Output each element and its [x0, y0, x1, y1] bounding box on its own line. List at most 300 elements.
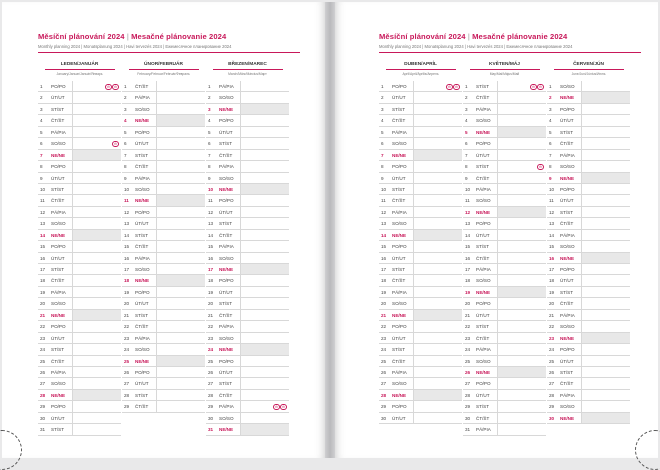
day-number: 28 — [381, 392, 387, 398]
weekday-label: NE/NE — [392, 152, 407, 158]
day-number: 23 — [465, 335, 471, 341]
day-row[interactable] — [463, 275, 546, 286]
weekday-label: ÚT/UT — [560, 118, 574, 124]
day-row[interactable] — [463, 333, 546, 344]
day-row[interactable] — [122, 356, 205, 367]
day-row[interactable] — [38, 184, 121, 195]
day-row[interactable] — [206, 356, 289, 367]
weekday-label: ČT/ŠT — [135, 164, 149, 170]
day-row[interactable] — [379, 401, 462, 412]
month-underline — [45, 69, 115, 70]
day-row[interactable] — [206, 287, 289, 298]
day-number: 12 — [381, 209, 387, 215]
day-row[interactable] — [206, 367, 289, 378]
day-row[interactable] — [38, 253, 121, 264]
day-row[interactable] — [206, 173, 289, 184]
day-row[interactable] — [379, 195, 462, 206]
day-row[interactable] — [547, 81, 630, 92]
day-row[interactable] — [122, 184, 205, 195]
day-row[interactable] — [379, 184, 462, 195]
day-number: 3 — [381, 106, 384, 112]
day-row[interactable] — [122, 161, 205, 172]
day-row[interactable] — [463, 424, 546, 435]
day-row[interactable] — [379, 230, 462, 241]
day-row[interactable] — [122, 195, 205, 206]
weekday-label: ST/ST — [219, 141, 233, 147]
weekday-label: ST/ST — [51, 186, 65, 192]
day-row[interactable] — [206, 413, 289, 424]
day-row[interactable] — [206, 92, 289, 103]
day-row[interactable] — [38, 390, 121, 401]
weekday-label: ÚT/UT — [560, 198, 574, 204]
day-number: 20 — [40, 301, 46, 307]
day-row[interactable] — [547, 115, 630, 126]
day-number: 28 — [208, 392, 214, 398]
day-row[interactable] — [379, 138, 462, 149]
day-row[interactable] — [547, 401, 630, 412]
day-row[interactable] — [122, 81, 205, 92]
day-row[interactable] — [122, 264, 205, 275]
day-number: 22 — [549, 324, 555, 330]
column-divider — [413, 150, 414, 161]
title-separator: | — [465, 32, 473, 41]
day-row[interactable] — [463, 413, 546, 424]
day-row[interactable] — [38, 378, 121, 389]
day-row[interactable] — [206, 344, 289, 355]
day-row[interactable] — [122, 287, 205, 298]
day-row[interactable] — [122, 138, 205, 149]
column-divider — [581, 138, 582, 149]
day-row[interactable] — [547, 253, 630, 264]
column-divider — [581, 104, 582, 115]
day-row[interactable] — [206, 321, 289, 332]
day-row[interactable] — [122, 104, 205, 115]
day-number: 25 — [465, 358, 471, 364]
day-number: 26 — [124, 369, 130, 375]
day-row[interactable] — [379, 356, 462, 367]
weekday-label: NE/NE — [135, 358, 150, 364]
day-row[interactable] — [547, 207, 630, 218]
day-number: 18 — [40, 278, 46, 284]
day-row[interactable] — [122, 390, 205, 401]
day-row[interactable] — [206, 241, 289, 252]
weekday-label: ČT/ŠT — [219, 232, 233, 238]
day-row[interactable] — [463, 104, 546, 115]
day-row[interactable] — [463, 184, 546, 195]
day-row[interactable] — [379, 92, 462, 103]
day-row[interactable] — [379, 161, 462, 172]
day-row[interactable] — [206, 390, 289, 401]
weekday-label: PO/PO — [51, 164, 66, 170]
left-page — [2, 2, 325, 458]
weekday-label: NE/NE — [560, 95, 575, 101]
day-row[interactable] — [38, 161, 121, 172]
day-row[interactable] — [547, 378, 630, 389]
weekday-label: PÁ/PIA — [476, 427, 491, 433]
day-row[interactable] — [379, 253, 462, 264]
day-row[interactable] — [206, 184, 289, 195]
month-header — [38, 59, 121, 81]
day-row[interactable] — [463, 378, 546, 389]
day-number: 14 — [465, 232, 471, 238]
day-row[interactable] — [463, 207, 546, 218]
day-number: 16 — [381, 255, 387, 261]
day-row[interactable] — [463, 241, 546, 252]
day-row[interactable] — [463, 115, 546, 126]
weekday-label: ST/ST — [476, 244, 490, 250]
day-row[interactable] — [379, 150, 462, 161]
day-row[interactable] — [379, 173, 462, 184]
day-row[interactable] — [463, 218, 546, 229]
day-row[interactable] — [122, 367, 205, 378]
column-divider — [413, 230, 414, 241]
day-row[interactable] — [206, 115, 289, 126]
day-row[interactable] — [379, 207, 462, 218]
day-row[interactable] — [547, 173, 630, 184]
day-row[interactable] — [38, 173, 121, 184]
column-divider — [156, 104, 157, 115]
column-divider — [581, 413, 582, 424]
day-row[interactable] — [206, 150, 289, 161]
right-page-header — [379, 32, 649, 49]
day-row[interactable] — [206, 275, 289, 286]
day-number: 14 — [40, 232, 46, 238]
day-row[interactable] — [463, 356, 546, 367]
day-row[interactable] — [547, 298, 630, 309]
day-row[interactable] — [122, 333, 205, 344]
column-divider — [581, 150, 582, 161]
day-row[interactable] — [122, 253, 205, 264]
day-row[interactable] — [122, 173, 205, 184]
column-divider — [497, 264, 498, 275]
day-number: 16 — [124, 255, 130, 261]
column-divider — [72, 264, 73, 275]
day-row[interactable] — [547, 184, 630, 195]
day-row[interactable] — [38, 310, 121, 321]
day-row[interactable] — [206, 207, 289, 218]
day-row[interactable] — [463, 321, 546, 332]
day-row[interactable] — [122, 150, 205, 161]
month-header — [547, 59, 630, 81]
day-row[interactable] — [379, 333, 462, 344]
day-row[interactable] — [379, 344, 462, 355]
day-row[interactable] — [547, 150, 630, 161]
column-divider — [497, 356, 498, 367]
column-divider — [72, 138, 73, 149]
day-row[interactable] — [38, 413, 121, 424]
day-number: 8 — [40, 164, 43, 170]
day-row[interactable] — [122, 321, 205, 332]
day-row[interactable] — [379, 218, 462, 229]
day-row[interactable] — [206, 378, 289, 389]
day-row[interactable] — [379, 378, 462, 389]
column-divider — [413, 138, 414, 149]
column-divider — [581, 367, 582, 378]
day-row[interactable] — [547, 104, 630, 115]
column-divider — [413, 207, 414, 218]
day-row[interactable] — [38, 207, 121, 218]
day-row[interactable] — [547, 333, 630, 344]
day-row[interactable] — [379, 115, 462, 126]
weekday-label: ÚT/UT — [135, 141, 149, 147]
day-row[interactable] — [463, 401, 546, 412]
weekday-label: ÚT/UT — [135, 301, 149, 307]
month-translations: March/März/Március/Март — [228, 71, 267, 76]
day-row[interactable] — [547, 310, 630, 321]
weekday-label: NE/NE — [219, 427, 234, 433]
day-row[interactable] — [379, 127, 462, 138]
day-row[interactable] — [206, 81, 289, 92]
day-row[interactable] — [206, 310, 289, 321]
day-row[interactable] — [122, 241, 205, 252]
day-row[interactable] — [463, 173, 546, 184]
day-number: 6 — [40, 141, 43, 147]
day-row[interactable] — [38, 264, 121, 275]
day-row[interactable] — [463, 298, 546, 309]
column-divider — [156, 253, 157, 264]
day-row[interactable] — [463, 230, 546, 241]
column-divider — [240, 378, 241, 389]
weekday-label: SO/SO — [476, 118, 491, 124]
column-divider — [581, 275, 582, 286]
weekday-label: PÁ/PIA — [135, 175, 150, 181]
day-list — [379, 81, 462, 424]
day-number: 6 — [381, 141, 384, 147]
day-row[interactable] — [122, 275, 205, 286]
day-row[interactable] — [463, 390, 546, 401]
weekday-label: SO/SO — [560, 244, 575, 250]
day-row[interactable] — [206, 138, 289, 149]
weekday-label: PÁ/PIA — [476, 106, 491, 112]
day-row[interactable] — [379, 275, 462, 286]
weekday-label: PO/PO — [51, 244, 66, 250]
column-divider — [581, 195, 582, 206]
day-row[interactable] — [547, 367, 630, 378]
weekday-label: PO/PO — [135, 209, 150, 215]
day-row[interactable] — [547, 413, 630, 424]
day-number: 9 — [465, 175, 468, 181]
weekday-label: ÚT/UT — [219, 289, 233, 295]
day-row[interactable] — [379, 367, 462, 378]
day-number: 15 — [124, 244, 130, 250]
day-row[interactable] — [206, 298, 289, 309]
weekday-label: ST/ST — [560, 369, 574, 375]
day-row[interactable] — [38, 275, 121, 286]
column-divider — [497, 424, 498, 435]
weekday-label: ÚT/UT — [476, 392, 490, 398]
day-row[interactable] — [547, 230, 630, 241]
day-number: 19 — [465, 289, 471, 295]
day-row[interactable] — [463, 161, 546, 172]
day-row[interactable] — [38, 218, 121, 229]
day-row[interactable] — [122, 378, 205, 389]
day-row[interactable] — [122, 401, 205, 412]
column-divider — [497, 378, 498, 389]
day-row[interactable] — [122, 230, 205, 241]
day-row[interactable] — [38, 321, 121, 332]
weekday-label: ST/ST — [51, 106, 65, 112]
day-row[interactable] — [463, 310, 546, 321]
day-row[interactable] — [379, 390, 462, 401]
day-row[interactable] — [379, 241, 462, 252]
column-divider — [72, 195, 73, 206]
day-row[interactable] — [122, 127, 205, 138]
day-row[interactable] — [38, 195, 121, 206]
day-row[interactable] — [547, 218, 630, 229]
day-row[interactable] — [547, 92, 630, 103]
day-row[interactable] — [38, 401, 121, 412]
day-number: 5 — [208, 129, 211, 135]
day-row[interactable] — [122, 207, 205, 218]
day-number: 17 — [124, 267, 130, 272]
day-row[interactable] — [38, 367, 121, 378]
day-row[interactable] — [38, 333, 121, 344]
weekday-label: NE/NE — [219, 347, 234, 353]
column-divider — [413, 195, 414, 206]
column-divider — [413, 344, 414, 355]
day-number: 24 — [40, 347, 46, 353]
day-row[interactable] — [38, 230, 121, 241]
day-row[interactable] — [38, 287, 121, 298]
column-divider — [156, 138, 157, 149]
day-row[interactable] — [463, 150, 546, 161]
column-divider — [581, 253, 582, 264]
day-row[interactable] — [206, 333, 289, 344]
day-row[interactable] — [463, 195, 546, 206]
column-divider — [581, 378, 582, 389]
day-row[interactable] — [547, 275, 630, 286]
day-row[interactable] — [38, 344, 121, 355]
day-row[interactable] — [206, 230, 289, 241]
day-row[interactable] — [547, 287, 630, 298]
day-row[interactable] — [379, 264, 462, 275]
day-row[interactable] — [206, 401, 289, 412]
day-row[interactable] — [206, 253, 289, 264]
day-row[interactable] — [547, 127, 630, 138]
day-row[interactable] — [122, 115, 205, 126]
day-row[interactable] — [38, 115, 121, 126]
day-row[interactable] — [206, 424, 289, 435]
column-divider — [413, 310, 414, 321]
column-divider — [413, 241, 414, 252]
weekday-label: SO/SO — [560, 164, 575, 170]
day-row[interactable] — [379, 81, 462, 92]
day-row[interactable] — [463, 138, 546, 149]
day-row[interactable] — [38, 138, 121, 149]
day-row[interactable] — [463, 367, 546, 378]
day-row[interactable] — [547, 264, 630, 275]
day-row[interactable] — [38, 241, 121, 252]
day-row[interactable] — [122, 298, 205, 309]
day-row[interactable] — [38, 150, 121, 161]
day-row[interactable] — [547, 195, 630, 206]
column-divider — [413, 161, 414, 172]
column-divider — [72, 207, 73, 218]
day-row[interactable] — [206, 264, 289, 275]
weekday-label: PÁ/PIA — [51, 209, 66, 215]
day-row[interactable] — [38, 298, 121, 309]
day-row[interactable] — [206, 218, 289, 229]
column-divider — [240, 344, 241, 355]
day-row[interactable] — [547, 138, 630, 149]
day-number: 31 — [40, 427, 46, 433]
day-row[interactable] — [379, 310, 462, 321]
weekday-label: PÁ/PIA — [392, 289, 407, 295]
column-divider — [72, 230, 73, 241]
day-row[interactable] — [547, 241, 630, 252]
day-row[interactable] — [463, 127, 546, 138]
holiday-badge-icon: ⊖ — [113, 85, 117, 89]
day-row[interactable] — [463, 253, 546, 264]
day-row[interactable] — [463, 81, 546, 92]
weekday-label: PO/PO — [560, 267, 575, 272]
day-row[interactable] — [38, 92, 121, 103]
day-row[interactable] — [379, 413, 462, 424]
column-divider — [156, 184, 157, 195]
day-row[interactable] — [463, 264, 546, 275]
day-row[interactable] — [38, 424, 121, 435]
day-row[interactable] — [206, 127, 289, 138]
day-number: 16 — [549, 255, 555, 261]
day-row[interactable] — [379, 104, 462, 115]
day-row[interactable] — [38, 127, 121, 138]
day-row[interactable] — [38, 104, 121, 115]
day-number: 24 — [465, 347, 471, 353]
day-row[interactable] — [379, 321, 462, 332]
day-row[interactable] — [463, 344, 546, 355]
day-number: 26 — [549, 369, 555, 375]
day-row[interactable] — [206, 195, 289, 206]
perforation-arc — [635, 430, 660, 470]
day-row[interactable] — [122, 310, 205, 321]
day-row[interactable] — [547, 390, 630, 401]
day-row[interactable] — [122, 344, 205, 355]
day-row[interactable] — [206, 104, 289, 115]
day-number: 14 — [381, 232, 387, 238]
day-number: 28 — [40, 392, 46, 398]
day-row[interactable] — [206, 161, 289, 172]
weekday-label: SO/SO — [135, 186, 150, 192]
day-number: 26 — [465, 369, 471, 375]
day-row[interactable] — [38, 356, 121, 367]
day-row[interactable] — [38, 81, 121, 92]
day-row[interactable] — [547, 161, 630, 172]
day-row[interactable] — [463, 92, 546, 103]
holiday-badge-icon: ⊖ — [281, 405, 285, 410]
column-divider — [72, 173, 73, 184]
column-divider — [240, 218, 241, 229]
day-row[interactable] — [463, 287, 546, 298]
day-row[interactable] — [547, 344, 630, 355]
column-divider — [413, 218, 414, 229]
column-divider — [240, 367, 241, 378]
day-row[interactable] — [379, 298, 462, 309]
column-divider — [581, 298, 582, 309]
day-number: 26 — [381, 369, 387, 375]
month-translations: May/Mai/Május/Май — [489, 71, 520, 76]
weekday-label: PÁ/PIA — [51, 129, 66, 135]
day-row[interactable] — [547, 356, 630, 367]
day-number: 8 — [465, 164, 468, 170]
day-row[interactable] — [122, 218, 205, 229]
column-divider — [156, 287, 157, 298]
column-divider — [581, 173, 582, 184]
weekday-label: PO/PO — [392, 84, 407, 89]
day-row[interactable] — [547, 321, 630, 332]
day-number: 4 — [208, 118, 211, 124]
day-row[interactable] — [379, 287, 462, 298]
day-row[interactable] — [122, 92, 205, 103]
